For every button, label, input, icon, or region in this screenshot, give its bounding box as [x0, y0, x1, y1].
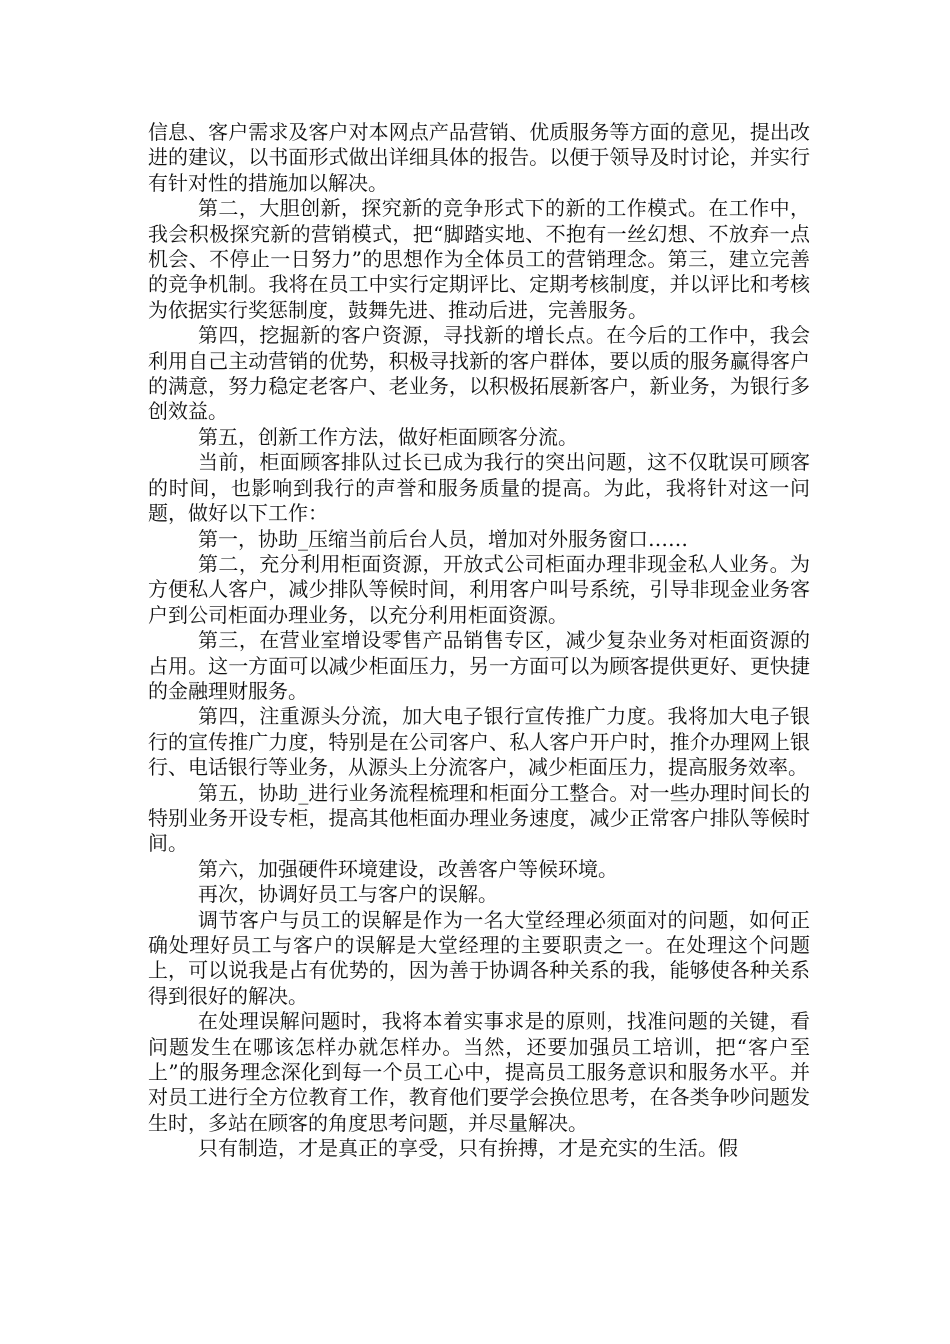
paragraph: 当前，柜面顾客排队过长已成为我行的突出问题，这不仅耽误可顾客的时间，也影响到我行的声誉和服务质量的提高。为此，我将针对这一问题，做好以下工作： — [148, 450, 810, 526]
paragraph: 再次，协调好员工与客户的误解。 — [198, 882, 498, 907]
paragraph: 信息、客户需求及客户对本网点产品营销、优质服务等方面的意见，提出改进的建议，以书面形式做出详细具体的报告。以便于领导及时讨论，并实行有针对性的措施加以解决。 — [148, 120, 810, 195]
document-body — [148, 120, 810, 1162]
paragraph: 第五，创新工作方法，做好柜面顾客分流。 — [198, 424, 578, 449]
paragraph: 只有制造，才是真正的享受，只有拚搏，才是充实的生活。假 — [198, 1136, 738, 1161]
paragraph: 第二，大胆创新，探究新的竞争形式下的新的工作模式。在工作中，我会积极探究新的营销模式，把“脚踏实地、不抱有一丝幻想、不放弃一点机会、不停止一日努力”的思想作为全体员工的营销理念。第三，建立完善的竞争机制。我将在员工中实行定期评比、定期考核制度，并以评比和考核为依据实行奖惩制度，鼓舞先进、推动后进，完善服务。 — [148, 196, 810, 322]
paragraph: 调节客户与员工的误解是作为一名大堂经理必须面对的问题，如何正确处理好员工与客户的误解是大堂经理的主要职责之一。在处理这个问题上，可以说我是占有优势的，因为善于协调各种关系的我，能够使各种关系得到很好的解决。 — [148, 907, 810, 1008]
paragraph: 第三，在营业室增设零售产品销售专区，减少复杂业务对柜面资源的占用。这一方面可以减少柜面压力，另一方面可以为顾客提供更好、更快捷的金融理财服务。 — [148, 628, 810, 703]
paragraph: 第六，加强硬件环境建设，改善客户等候环境。 — [198, 856, 618, 881]
paragraph: 第一，协助_压缩当前后台人员，增加对外服务窗口…… — [198, 526, 688, 551]
paragraph: 第四，注重源头分流，加大电子银行宣传推广力度。我将加大电子银行的宣传推广力度，特别是在公司客户、私人客户开户时，推介办理网上银行、电话银行等业务，从源头上分流客户，减少柜面压力，提高服务效率。 — [148, 704, 810, 780]
paragraph: 第五，协助_进行业务流程梳理和柜面分工整合。对一些办理时间长的特别业务开设专柜，提高其他柜面办理业务速度，减少正常客户排队等候时间。 — [148, 780, 810, 856]
paragraph: 第四，挖掘新的客户资源，寻找新的增长点。在今后的工作中，我会利用自己主动营销的优势，积极寻找新的客户群体，要以质的服务赢得客户的满意，努力稳定老客户、老业务，以积极拓展新客户，新业务，为银行多创效益。 — [148, 323, 810, 424]
paragraph: 第二，充分利用柜面资源，开放式公司柜面办理非现金私人业务。为方便私人客户，减少排队等候时间，利用客户叫号系统，引导非现金业务客户到公司柜面办理业务，以充分利用柜面资源。 — [148, 551, 810, 627]
paragraph: 在处理误解问题时，我将本着实事求是的原则，找准问题的关键，看问题发生在哪该怎样办就怎样办。当然，还要加强员工培训，把“客户至上”的服务理念深化到每一个员工心中，提高员工服务意识和服务水平。并对员工进行全方位教育工作，教育他们要学会换位思考，在各类争吵问题发生时，多站在顾客的角度思考问题，并尽量解决。 — [148, 1009, 810, 1135]
